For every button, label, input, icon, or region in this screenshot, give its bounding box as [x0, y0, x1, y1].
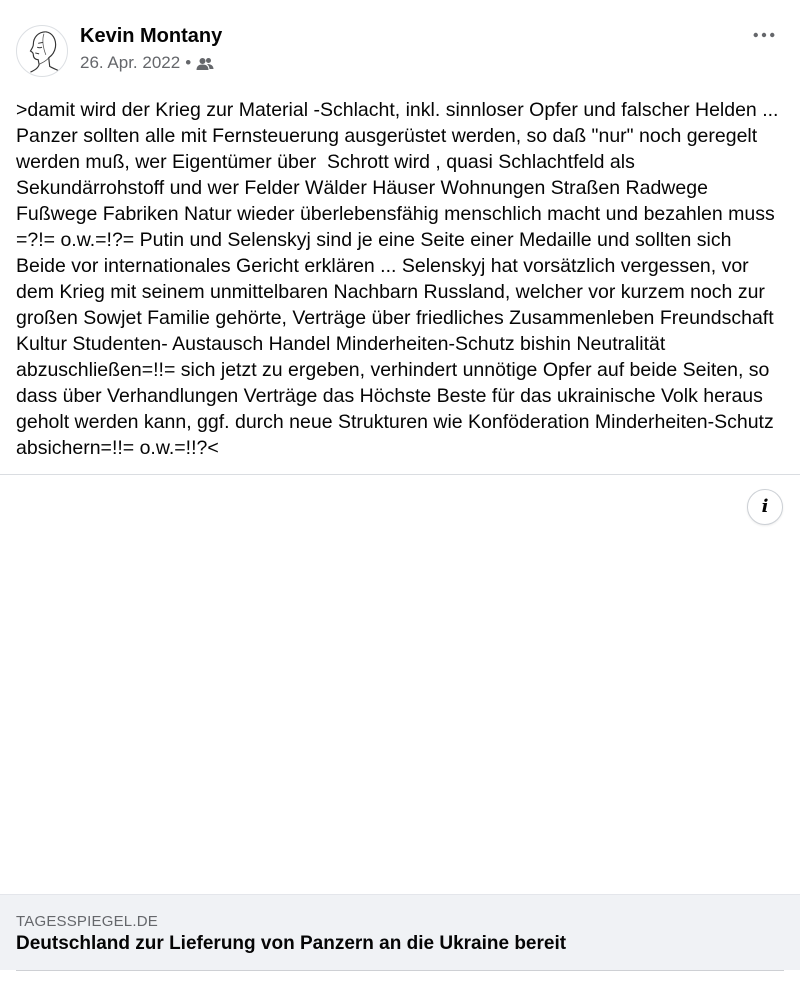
- post-header: [0, 0, 800, 96]
- friends-icon[interactable]: [196, 56, 214, 70]
- author-name-link[interactable]: Kevin Montany: [80, 25, 223, 47]
- bottom-divider: [16, 970, 784, 971]
- more-options-button[interactable]: [746, 22, 782, 48]
- link-domain: TAGESSPIEGEL.DE: [16, 913, 158, 930]
- author-avatar[interactable]: [16, 25, 68, 77]
- link-title[interactable]: Deutschland zur Lieferung von Panzern an die Ukraine bereit: [16, 933, 567, 954]
- link-preview-card[interactable]: [0, 894, 800, 970]
- avatar-sketch-icon: [17, 26, 67, 76]
- info-glyph: i: [761, 496, 769, 517]
- info-icon[interactable]: [747, 489, 783, 525]
- post-meta: [80, 52, 214, 74]
- meta-separator: •: [185, 53, 192, 72]
- post-date-link[interactable]: 26. Apr. 2022: [80, 53, 181, 72]
- link-preview-image-area[interactable]: [0, 475, 800, 894]
- ellipsis-icon: [753, 32, 775, 38]
- post-body-text: >damit wird der Krieg zur Material -Schlacht, inkl. sinnloser Opfer und falscher Helden ... Panzer sollten alle mit Fernsteuerung ausgerüstet werden, so daß "nur" noch geregelt werden muß, wer Eigentümer über Schrott wird , quasi Schlachtfeld als Sekundärrohstoff und wer Felder Wälder Häuser Wohnungen Straßen Radwege Fußwege Fabriken Natur wieder überlebensfähig menschlich macht und bezahlen muss =?!= o.w.=!?= Putin und Selenskyj sind je eine Seite einer Medaille und sollten sich Beide vor internationales Gericht erklären ... Selenskyj hat vorsätzlich vergessen, vor dem Krieg mit seinem unmittelbaren Nachbarn Russland, welcher vor kurzem noch zur großen Sowjet Familie gehörte, Verträge über friedliches Zusammenleben Freundschaft Kultur Studenten- Austausch Handel Minderheiten-Schutz bishin Neutralität abzuschließen=!!= sich jetzt zu ergeben, verhindert unnötige Opfer auf beide Seiten, so dass über Verhandlungen Verträge das Höchste Beste für das ukrainische Volk heraus geholt werden kann, ggf. durch neue Strukturen wie Konföderation Minderheiten-Schutz absichern=!!= o.w.=!!?<: [16, 99, 784, 459]
